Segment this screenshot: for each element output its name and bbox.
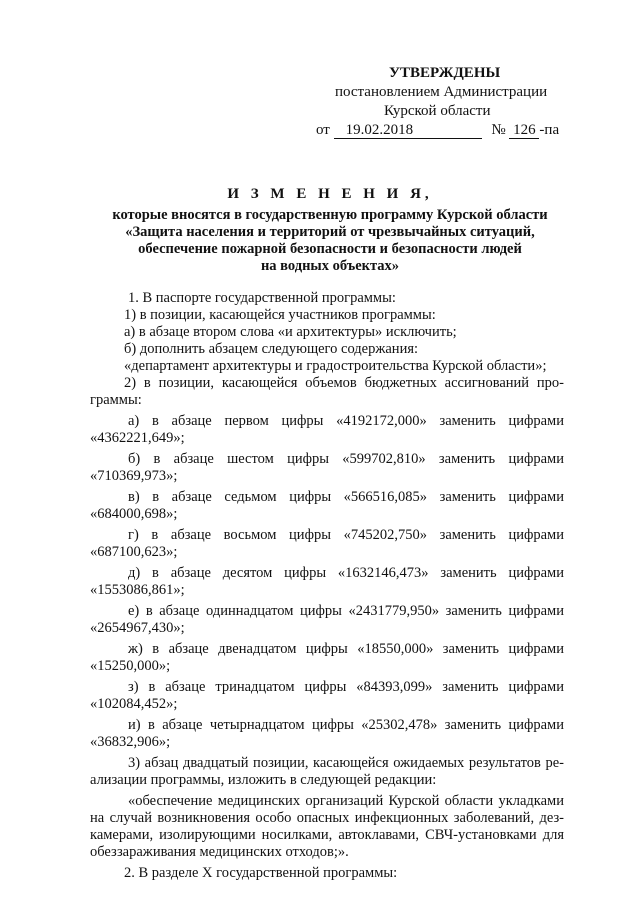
item-i: [90, 717, 564, 751]
item-b-line-2: «710369,973»;: [90, 468, 178, 484]
item-e: [90, 603, 564, 637]
item-v: [90, 489, 564, 523]
approval-number: 126: [509, 123, 539, 139]
item-b-line-1: б) в абзаце шестом цифры «599702,810» заменить цифрами: [128, 451, 564, 467]
item-v-line-1: в) в абзаце седьмом цифры «566516,085» заменить цифрами: [128, 489, 564, 505]
heading-line-1: которые вносятся в государственную программу Курской области: [112, 207, 548, 223]
item-g: [90, 527, 564, 561]
quote-medical-line-3: камерами, изолирующими носилками, автоклавами, СВЧ-установками для: [90, 827, 564, 843]
paragraph-1-2-line-2: граммы:: [90, 392, 142, 408]
item-d-line-2: «1553086,861»;: [90, 582, 185, 598]
paragraph-1-3: [90, 755, 564, 789]
item-z-line-1: з) в абзаце тринадцатом цифры «84393,099» заменить цифрами: [128, 679, 564, 695]
item-d-line-1: д) в абзаце десятом цифры «1632146,473» заменить цифрами: [128, 565, 564, 581]
item-z-line-2: «102084,452»;: [90, 696, 178, 712]
item-zh-line-2: «15250,000»;: [90, 658, 171, 674]
document-heading: [90, 186, 570, 275]
item-e-line-1: е) в абзаце одиннадцатом цифры «2431779,950» заменить цифрами: [128, 603, 564, 619]
item-a-line-1: а) в абзаце первом цифры «4192172,000» заменить цифрами: [128, 413, 564, 429]
item-a-line-2: «4362221,649»;: [90, 430, 185, 446]
item-i-line-2: «36832,906»;: [90, 734, 171, 750]
paragraph-1-3-line-1: 3) абзац двадцатый позиции, касающейся ожидаемых результатов ре-: [128, 755, 564, 771]
approval-date-number: [316, 121, 559, 140]
from-label: от: [316, 122, 330, 138]
approval-issuer: постановлением Администрации: [335, 84, 548, 100]
item-v-line-2: «684000,698»;: [90, 506, 178, 522]
paragraph-quote-department: «департамент архитектуры и градостроительства Курской области»;: [124, 358, 547, 374]
approval-region: Курской области: [384, 103, 491, 119]
paragraph-1-1-a: а) в абзаце втором слова «и архитектуры» исключить;: [124, 324, 457, 340]
item-g-line-1: г) в абзаце восьмом цифры «745202,750» заменить цифрами: [128, 527, 564, 543]
paragraph-1-1: 1) в позиции, касающейся участников программы:: [124, 307, 436, 323]
quote-medical-line-4: обеззараживания медицинских отходов;».: [90, 844, 349, 860]
paragraph-1-1-b: б) дополнить абзацем следующего содержания:: [124, 341, 419, 357]
section-2-heading: 2. В разделе Х государственной программы:: [124, 865, 398, 881]
item-e-line-2: «2654967,430»;: [90, 620, 185, 636]
quote-medical-line-1: «обеспечение медицинских организаций Курской области укладками: [128, 793, 564, 809]
item-zh-line-1: ж) в абзаце двенадцатом цифры «18550,000» заменить цифрами: [128, 641, 564, 657]
paragraph-1: 1. В паспорте государственной программы:: [128, 290, 396, 306]
item-i-line-1: и) в абзаце четырнадцатом цифры «25302,478» заменить цифрами: [128, 717, 564, 733]
heading-title: И З М Е Н Е Н И Я,: [227, 186, 433, 202]
document-body: [90, 290, 564, 882]
number-label: №: [491, 122, 506, 138]
number-suffix: -па: [539, 122, 560, 138]
item-zh: [90, 641, 564, 675]
item-d: [90, 565, 564, 599]
paragraph-1-2-line-1: 2) в позиции, касающейся объемов бюджетных ассигнований про-: [124, 375, 564, 391]
item-a: [90, 413, 564, 447]
heading-line-2: «Защита населения и территорий от чрезвычайных ситуаций,: [125, 224, 535, 240]
item-z: [90, 679, 564, 713]
item-g-line-2: «687100,623»;: [90, 544, 178, 560]
quote-medical: [90, 793, 564, 861]
heading-line-3: обеспечение пожарной безопасности и безопасности людей: [138, 241, 522, 257]
paragraph-1-2: [90, 375, 564, 409]
item-b: [90, 451, 564, 485]
paragraph-1-3-line-2: ализации программы, изложить в следующей редакции:: [90, 772, 437, 788]
heading-line-4: на водных объектах»: [260, 258, 400, 274]
approval-date: 19.02.2018: [334, 123, 482, 139]
quote-medical-line-2: на случай возникновения особо опасных инфекционных заболеваний, дез-: [90, 810, 564, 826]
approval-title: УТВЕРЖДЕНЫ: [389, 65, 501, 81]
